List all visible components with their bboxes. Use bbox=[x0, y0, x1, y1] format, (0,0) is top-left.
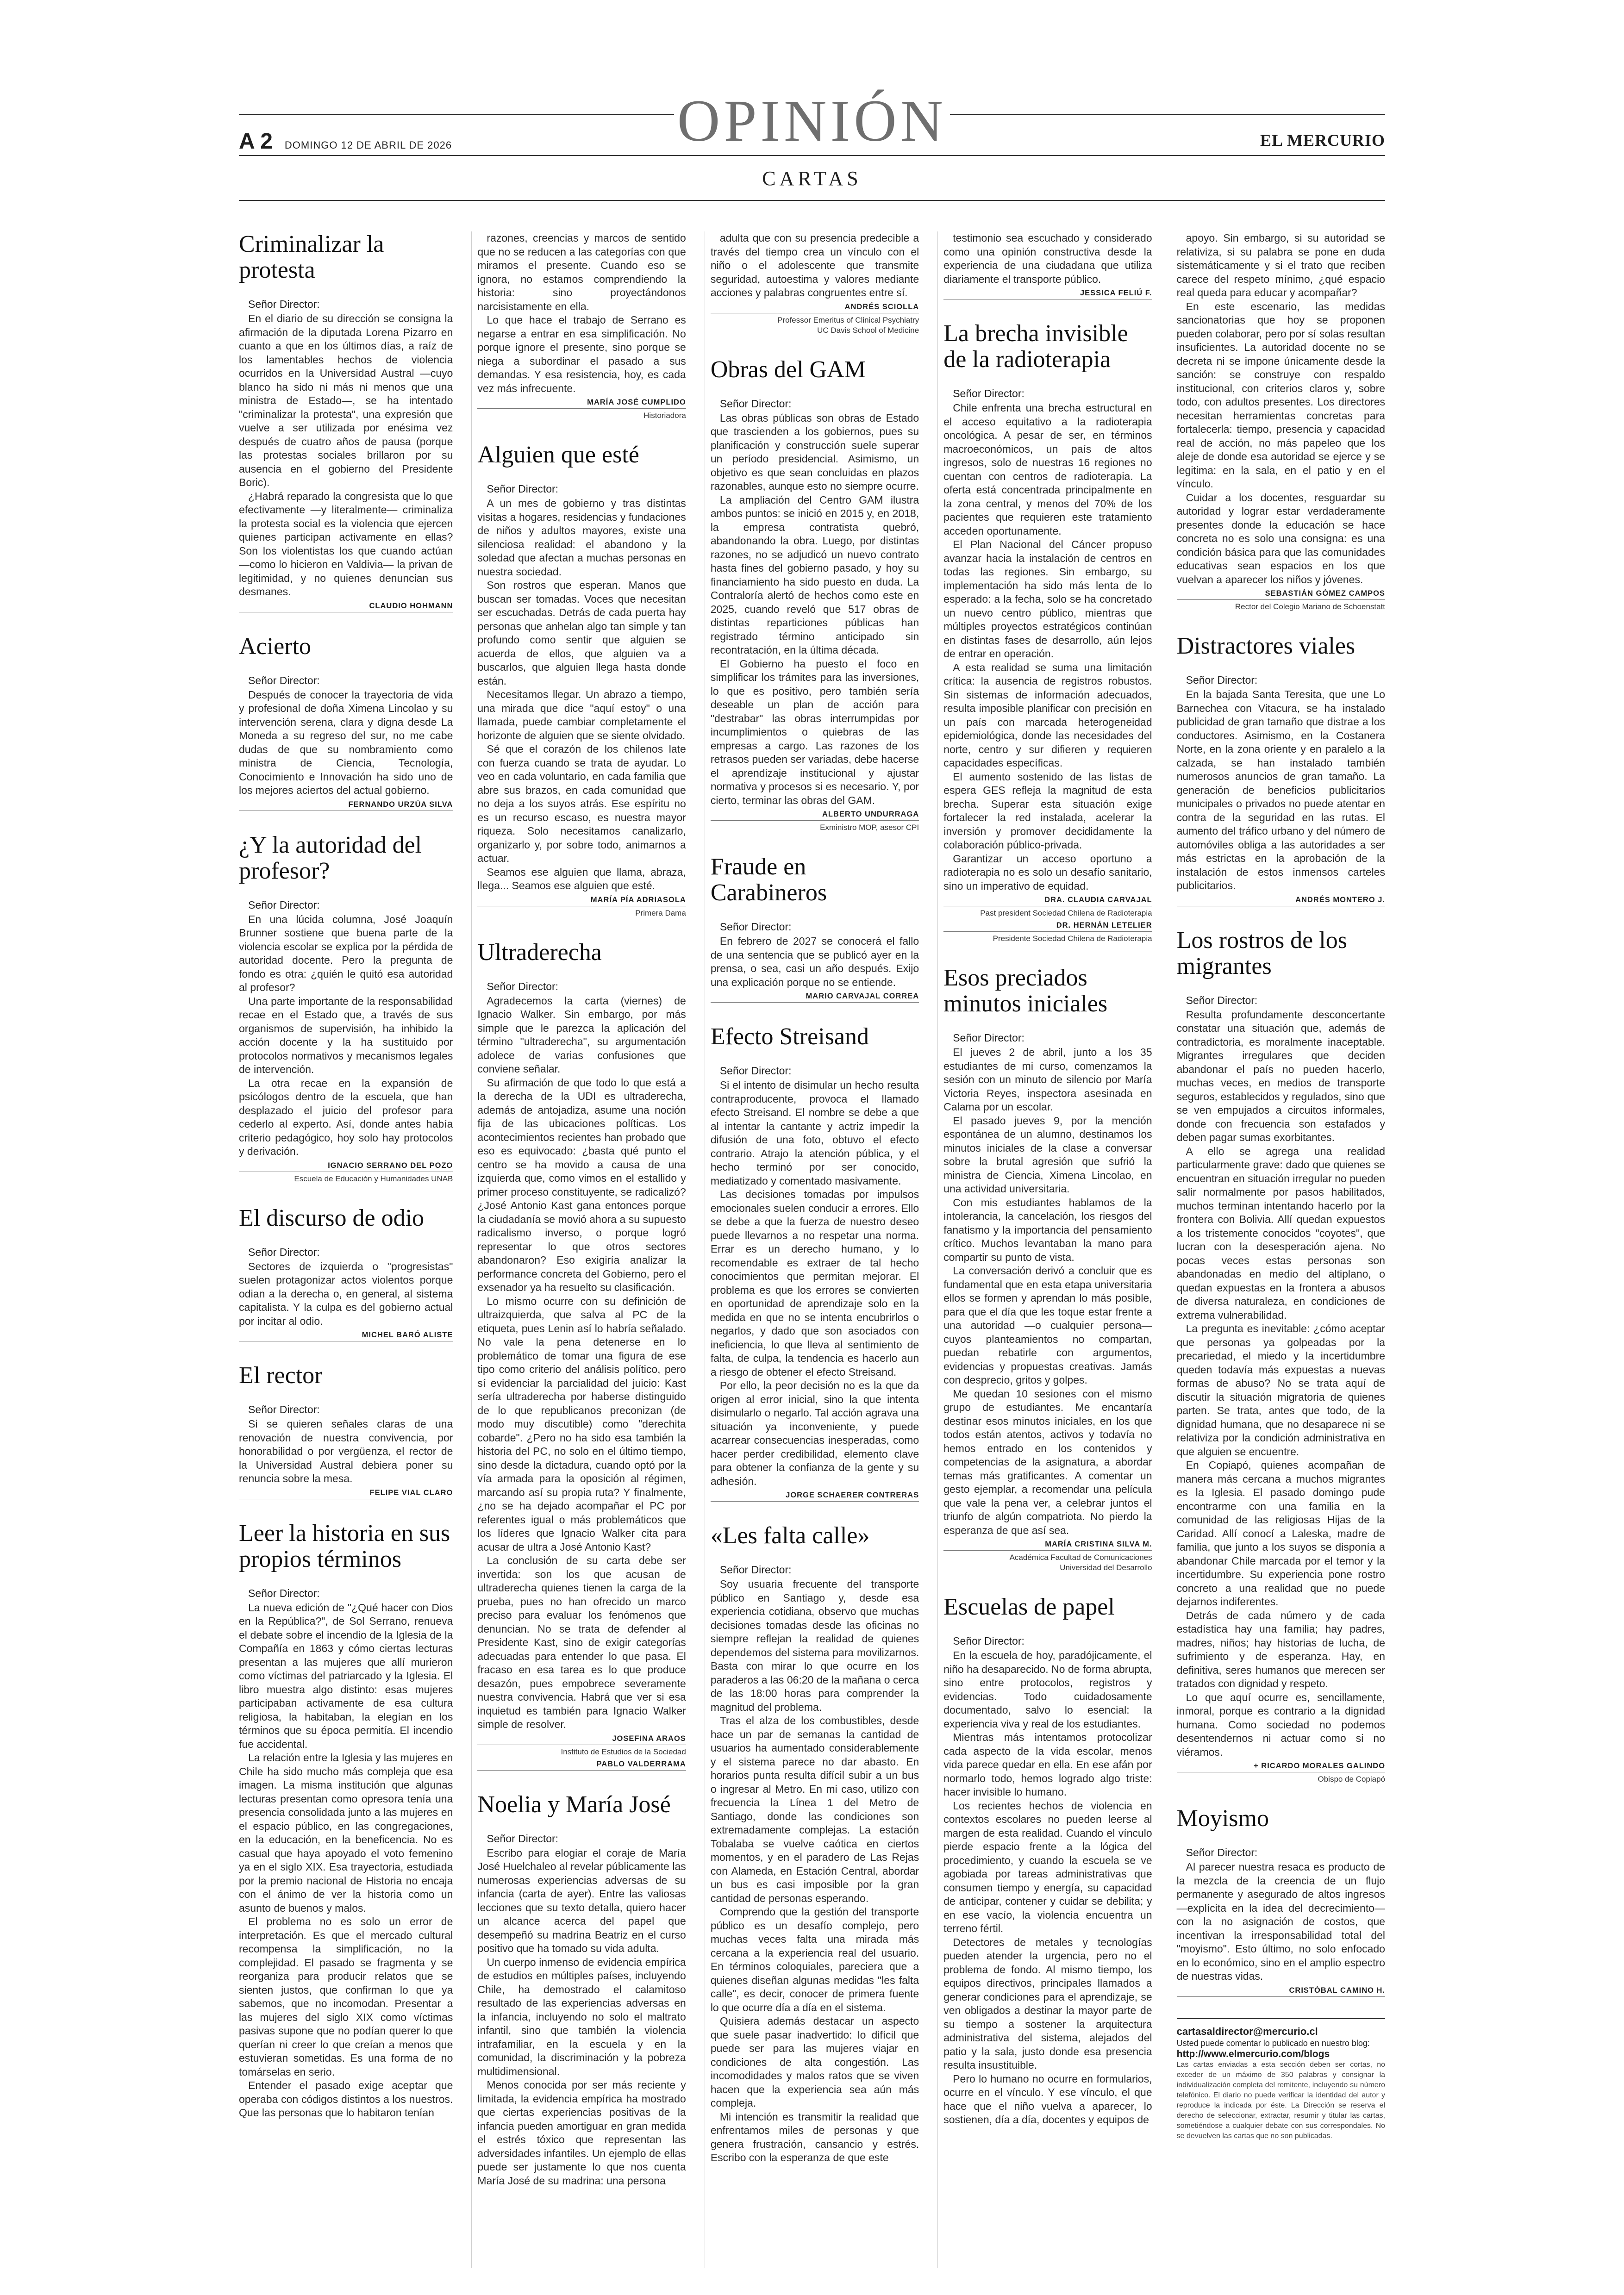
letter-signature: CLAUDIO HOHMANN bbox=[239, 602, 453, 612]
letter-paragraph: Su afirmación de que todo lo que está a la derecha de la UDI es ultraderecha, además de antojadiza, asume una noción fija de las ubicaciones políticas. Los acontecimientos recientes han probado que eso es equivocado: ¿basta qué punto el centro se ha movido a causa de una izquierda que, como vimos en el estallido y primer proceso constituyente, se radicalizó? ¿José Antonio Kast gana entonces porque la ciudadanía se movió ahora a su supuesto radicalismo inverso, o porque logró representar lo que otros sectores abandonaron? Eso exigiría analizar la performance concreta del Gobierno, pero el exsenador ya ha resuelto su clasificación. bbox=[477, 1076, 686, 1293]
letter bbox=[239, 1363, 453, 1499]
letter-paragraph: Comprendo que la gestión del transporte público es un desafío complejo, pero muchas veces falta una mirada más cercana a la experiencia real del usuario. En términos coloquiales, pareciera que a quienes diseñan algunas medidas "les falta calle", es decir, conocer de primera fuente lo que ocurre día a día en el sistema. bbox=[710, 1906, 919, 2014]
letter-title: Criminalizar la protesta bbox=[239, 231, 384, 283]
letter-paragraph: Soy usuaria frecuente del transporte público en Santiago y, desde esa experiencia cotidiana, observo que muchas decisiones tomadas desde las oficinas no siempre reflejan la realidad de quienes dependemos del sistema para movilizarnos. Basta con mirar lo que ocurre en los paraderos a las 06:20 de la mañana o cerca de las 18:00 horas para comprender la magnitud del problema. bbox=[710, 1578, 919, 1713]
letter-paragraph: Detrás de cada número y de cada estadística hay una familia; hay padres, madres, niños; hay historias de lucha, de sufrimiento y de esperanza. Hay, en definitiva, seres humanos que merecen ser tratados con dignidad y respeto. bbox=[1176, 1609, 1386, 1690]
letter-paragraph: La nueva edición de "¿Qué hacer con Dios en la República?", de Sol Serrano, renueva el debate sobre el incendio de la Iglesia de la Compañía en 1863 y cómo ciertas lecturas presentan a las mujeres que allí murieron como víctimas del patriarcado y la Iglesia. El libro muestra algo distinto: esas mujeres participaban activamente de esa cultura religiosa, la habitaban, la elegían en los términos que su época permitía. El incendio fue accidental. bbox=[239, 1601, 453, 1750]
letter-signature: MARÍA PÍA ADRIASOLA bbox=[477, 896, 686, 906]
letter-paragraph: Las decisiones tomadas por impulsos emocionales suelen conducir a errores. Ello se debe a que la fuerza de nuestro deseo puede llevarnos a no respetar una norma. Errar es un derecho humano, y lo recomendable es extraer de tal hecho conocimientos que permitan mejorar. El problema es que los errores se convierten en oportunidad de aprendizaje solo en la medida en que no se intenta encubrirlos o negarlos, y dado que son asociados con ineficiencia, lo que lleva al sentimiento de falta, de culpa, la tendencia es hacerlo aun a riesgo de obtener el efecto Streisand. bbox=[710, 1188, 919, 1378]
contact-email: cartasaldirector@mercurio.cl bbox=[1176, 2025, 1318, 2037]
letter-body bbox=[711, 412, 919, 808]
letter-title: Fraude en Carabineros bbox=[710, 854, 827, 906]
letter-role: Escuela de Educación y Humanidades UNAB bbox=[294, 1174, 453, 1183]
letter-body bbox=[477, 994, 686, 1732]
letter-role: Académica Facultad de Comunicaciones Universidad del Desarrollo bbox=[1009, 1553, 1152, 1572]
letter-salutation: Señor Director: bbox=[719, 397, 792, 410]
letter bbox=[477, 1792, 686, 2188]
letter-title: Esos preciados minutos iniciales bbox=[943, 965, 1108, 1017]
letter-paragraph: El problema no es solo un error de interpretación. Es que el mercado cultural recompensa la simplificación, no la complejidad. El pasado se fragmenta y se reorganiza para producir relatos que se sienten justos, que confirman lo que ya sabemos, que no incomodan. Presentar a las mujeres del siglo XIX como víctimas pasivas supone que no podían querer lo que querían ni creer lo que creían a menos que estuvieran sometidas. Es una forma de no tomárselas en serio. bbox=[239, 1915, 453, 2078]
letter bbox=[711, 231, 919, 336]
column-2 bbox=[471, 231, 686, 2268]
letter-paragraph: Sé que el corazón de los chilenos late con fuerza cuando se trata de ayudar. Lo veo en cada voluntario, en cada familia que abre sus brazos, en cada comunidad que no deja a los suyos atrás. Ese espíritu no es un recurso escaso, es nuestra mayor riqueza. Solo necesitamos canalizarlo, organizarlo y, por sobre todo, animarnos a actuar. bbox=[477, 743, 686, 864]
letter-paragraph: Si el intento de disimular un hecho resulta contraproducente, provoca el llamado efecto Streisand. El nombre se debe a que al intentar la cantante y actriz impedir la difusión de una foto, obtuvo el efecto contrario. Atrajo la atención pública, y el hecho terminó por ser conocido, mediatizado y comentado masivamente. bbox=[710, 1079, 919, 1187]
letter-signature-2: DR. HERNÁN LETELIER bbox=[943, 921, 1152, 932]
letter-paragraph: A un mes de gobierno y tras distintas visitas a hogares, residencias y fundaciones de niños y adultos mayores, existe una silenciosa realidad: el abandono y la soledad que afectan a muchas personas en nuestra sociedad. bbox=[477, 497, 686, 578]
letter-body bbox=[711, 231, 919, 300]
letter-title: Noelia y María José bbox=[477, 1791, 671, 1818]
letter-body bbox=[239, 1417, 453, 1486]
column-3 bbox=[705, 231, 919, 2268]
letter-body bbox=[1177, 688, 1385, 893]
letter-body bbox=[711, 1079, 919, 1488]
letter-signature: CRISTÓBAL CAMINO H. bbox=[1177, 1986, 1385, 1997]
letter bbox=[239, 1521, 453, 2120]
letter-role: Professor Emeritus of Clinical Psychiatry UC Davis School of Medicine bbox=[777, 315, 919, 335]
letter-paragraph: Por ello, la peor decisión no es la que da origen al error inicial, sino la que intenta disimularlo o negarlo. Tal acción agrava una situación ya inconveniente, y puede acarrear consecuencias inesperadas, como hacer perder credibilidad, elemento clave para obtener la confianza de la gente y su adhesión. bbox=[710, 1379, 919, 1487]
letter-paragraph: La conversación derivó a concluir que es fundamental que en esta etapa universitaria ellos se formen y aprendan lo más posible, para que el día que les toque estar frente a una autoridad —o cualquier persona— cuyos planteamientos no compartan, puedan rebatirle con argumentos, evidencias y propuestas creativas. Jamás con desprecio, gritos y golpes. bbox=[943, 1265, 1152, 1386]
letter-body bbox=[239, 913, 453, 1159]
letter-paragraph: En febrero de 2027 se conocerá el fallo de una sentencia que se publicó ayer en la prensa, o sea, casi un año después. Exijo una explicación porque no se entiende. bbox=[710, 935, 919, 988]
letter-body bbox=[239, 312, 453, 599]
letter-paragraph: Lo que aquí ocurre es, sencillamente, inmoral, porque es contrario a la dignidad humana. Como sociedad no podemos desentendernos ni actuar como si no viéramos. bbox=[1176, 1691, 1386, 1758]
letter-paragraph: adulta que con su presencia predecible a través del tiempo crea un vínculo con el niño o el adolescente que transmite seguridad, autoestima y valores mediante acciones y palabras congruentes entre sí. bbox=[710, 232, 919, 299]
letter bbox=[943, 231, 1152, 299]
subsection-title: CARTAS bbox=[762, 167, 862, 190]
letter-salutation: Señor Director: bbox=[487, 483, 559, 495]
letter-paragraph: Mientras más intentamos protocolizar cada aspecto de la vida escolar, menos vida parece quedar en ella. En ese afán por normarlo todo, hemos logrado algo triste: hacer invisible lo humano. bbox=[943, 1731, 1152, 1798]
letter-salutation: Señor Director: bbox=[953, 1635, 1024, 1647]
column-4 bbox=[937, 231, 1152, 2268]
letter-signature: FELIPE VIAL CLARO bbox=[239, 1489, 453, 1499]
letter-role: Historiadora bbox=[643, 411, 686, 420]
letter-paragraph: En el diario de su dirección se consigna la afirmación de la diputada Lorena Pizarro en cuanto a que en los últimos días, a raíz de los lamentables hechos de violencia ocurridos en la Universidad Austral —cuyo blanco ha sido ni más ni menos que una ministra de Estado—, se ha intentado "criminalizar la protesta", una expresión que vuelve a ser utilizada por enésima vez después de cuatro años de pausa (porque las protestas sociales brillaron por su ausencia en el gobierno del Presidente Boric). bbox=[239, 312, 453, 488]
letter-paragraph: Las obras públicas son obras de Estado que trascienden a los gobiernos, pues su planificación y construcción suele superar un período presidencial. Asimismo, un objetivo es que sean concluidas en plazos razonables, aunque esto no siempre ocurre. bbox=[710, 412, 919, 492]
letter bbox=[1177, 231, 1385, 612]
letter-salutation: Señor Director: bbox=[719, 921, 792, 933]
page-header bbox=[0, 0, 1624, 204]
letter-body bbox=[943, 1649, 1152, 2127]
letter-paragraph: A esta realidad se suma una limitación crítica: la ausencia de registros robustos. Sin sistemas de información adecuados, resulta imposible planificar con precisión en un país con marcada heterogeneidad epidemiológica, donde las necesidades del norte, centro y sur difieren y requieren capacidades específicas. bbox=[943, 661, 1152, 769]
letters-contact-box bbox=[1177, 2018, 1385, 2141]
letter-paragraph: Los recientes hechos de violencia en contextos escolares no pueden leerse al margen de esta realidad. Cuando el vínculo pierde espacio frente a la lógica del procedimiento, y cuando la escuela se ve agobiada por tareas administrativas que consumen tiempo y energía, su capacidad de anticipar, contener y cuidar se debilita; y en ese vacío, la violencia encuentra un terreno fértil. bbox=[943, 1799, 1152, 1934]
letter-signature: ANDRÉS MONTERO J. bbox=[1177, 896, 1385, 906]
letter-signature: ANDRÉS SCIOLLA bbox=[711, 303, 919, 313]
letter-paragraph: Resulta profundamente desconcertante constatar una situación que, además de contradictoria, es moralmente inaceptable. Migrantes irregulares que deciden abandonar el país no pueden hacerlo, muchas veces, en medios de transporte seguros, establecidos y regulados, sino que se ven empujados a circuitos informales, donde con frecuencia son estafados y deben pagar sumas exorbitantes. bbox=[1176, 1008, 1386, 1143]
letter-paragraph: Después de conocer la trayectoria de vida y profesional de doña Ximena Lincolao y su intervención serena, clara y digna desde La Moneda a su regreso del sur, no me cabe dudas de que su nombramiento como ministra de Ciencia, Tecnología, Conocimiento e Innovación ha sido uno de los mejores aciertos del actual gobierno. bbox=[239, 688, 453, 796]
letter-body bbox=[477, 1846, 686, 2188]
letter-body bbox=[943, 1046, 1152, 1537]
letter bbox=[711, 854, 919, 1003]
letter-paragraph: El jueves 2 de abril, junto a los 35 estudiantes de mi curso, comenzamos la sesión con un minuto de silencio por María Victoria Reyes, inspectora asesinada en Calama por un escolar. bbox=[943, 1046, 1152, 1113]
letter-paragraph: Entender el pasado exige aceptar que operaba con códigos distintos a los nuestros. Que las personas que lo habitaron tenían bbox=[239, 2079, 453, 2119]
letter bbox=[943, 321, 1152, 944]
letter-signature-2: PABLO VALDERRAMA bbox=[477, 1760, 686, 1771]
header-rule-bottom bbox=[239, 200, 1385, 201]
letter-paragraph: Cuidar a los docentes, resguardar su autoridad y lograr estar verdaderamente presentes donde la educación se hace concreta no es solo una consigna: es una condición básica para que las comunidades educativas sean espacios en los que vuelvan a aparecer los niños y jóvenes. bbox=[1176, 491, 1386, 586]
letter bbox=[711, 357, 919, 833]
letter-paragraph: En este escenario, las medidas sancionatorias que hoy se proponen pueden colaborar, pero por sí solas resultan insuficientes. La autoridad docente no se decreta ni se impone únicamente desde la sanción: se construye con respaldo institucional, con criterios claros y, sobre todo, con adultos presentes. Los directores necesitan herramientas concretas para fortalecerla: tiempo, presencia y capacidad real de acción, no más papeleo que los aleje de donde esa autoridad se ejerce y se legitima: en la sala, en el patio y en el vínculo. bbox=[1176, 300, 1386, 490]
letter-paragraph: Menos conocida por ser más reciente y limitada, la evidencia empírica ha mostrado que ciertas experiencias positivas de la infancia pueden amortiguar en gran medida el estrés tóxico que representan las adversidades infantiles. Un ejemplo de ellas puede ser justamente lo que nos cuenta María José de su madrina: una persona bbox=[477, 2079, 686, 2187]
letter bbox=[477, 940, 686, 1771]
letter-body bbox=[239, 688, 453, 798]
letter-title: La brecha invisible de la radioterapia bbox=[943, 320, 1128, 373]
page-number: A 2 bbox=[239, 129, 273, 154]
letter-paragraph: El Plan Nacional del Cáncer propuso avanzar hacia la instalación de centros en todas las regiones. Sin embargo, su implementación ha sido más lenta de lo esperado: a la fecha, solo se ha concretado un nuevo centro público, mientras que múltiples proyectos estratégicos continúan en distintas fases de desarrollo, aún lejos de entrar en operación. bbox=[943, 538, 1152, 660]
letter-title: Moyismo bbox=[1176, 1805, 1269, 1832]
letter-title: Escuelas de papel bbox=[943, 1594, 1115, 1620]
column-1 bbox=[239, 231, 453, 2268]
letter-body bbox=[711, 1578, 919, 2165]
letter bbox=[1177, 928, 1385, 1785]
letter-body bbox=[1177, 1008, 1385, 1759]
letter-paragraph: Un cuerpo inmenso de evidencia empírica de estudios en múltiples países, incluyendo Chile, ha demostrado el calamitoso resultado de las experiencias adversas en la infancia, incluyendo no solo el maltrato infantil, sino que también la violencia intrafamiliar, en la escuela y en la comunidad, la discriminación y la pobreza multidimensional. bbox=[477, 1956, 686, 2077]
letter-role: Primera Dama bbox=[635, 908, 686, 917]
letter-paragraph: Agradecemos la carta (viernes) de Ignacio Walker. Sin embargo, por más simple que le parezca la aplicación del término "ultraderecha", su argumentación adolece de varias confusiones que conviene señalar. bbox=[477, 994, 686, 1075]
letter-signature: MARÍA CRISTINA SILVA M. bbox=[943, 1540, 1152, 1551]
letters-columns bbox=[239, 231, 1385, 2268]
letter-role: Obispo de Copiapó bbox=[1318, 1775, 1386, 1784]
letter bbox=[1177, 633, 1385, 906]
letter-paragraph: Lo que hace el trabajo de Serrano es negarse a entrar en esa simplificación. No porque ignore el presente, sino porque se niega a subordinar el pasado a sus demandas. Y esa resistencia, hoy, es cada vez más infrecuente. bbox=[477, 314, 686, 394]
letter bbox=[477, 442, 686, 918]
letter-paragraph: Con mis estudiantes hablamos de la intolerancia, la cancelación, los riesgos del fanatismo y la importancia del pensamiento crítico. Muchos levantaban la mano para compartir su punto de vista. bbox=[943, 1196, 1152, 1263]
letter-paragraph: La otra recae en la expansión de psicólogos dentro de la escuela, que han desplazado el juicio del profesor para cederlo al experto. Así, donde antes había criterio pedagógico, hoy solo hay protocolos y derivación. bbox=[239, 1077, 453, 1157]
letter-signature: ALBERTO UNDURRAGA bbox=[711, 810, 919, 821]
letter-body bbox=[239, 1601, 453, 2120]
blog-prompt: Usted puede comentar lo publicado en nuestro blog: bbox=[1176, 2038, 1370, 2048]
letter bbox=[239, 832, 453, 1184]
letter-signature: SEBASTIÁN GÓMEZ CAMPOS bbox=[1177, 589, 1385, 600]
letter-title: Efecto Streisand bbox=[710, 1023, 869, 1050]
letter-title: El discurso de odio bbox=[239, 1204, 425, 1231]
letter-salutation: Señor Director: bbox=[719, 1564, 792, 1576]
letter-paragraph: La conclusión de su carta debe ser invertida: son los que acusan de ultraderecha quienes tienen la carga de la prueba, pues no han ofrecido un marco preciso para evaluar los fenómenos que denuncian. No se trata de defender al Presidente Kast, sino de exigir categorías adecuadas para entender lo que pasa. El fracaso en esa tarea es lo que produce desazón, pues empobrece severamente nuestra convivencia. Habrá que ver si esa inquietud es también para Ignacio Walker simple de resolver. bbox=[477, 1554, 686, 1730]
letter-signature: JORGE SCHAERER CONTRERAS bbox=[711, 1491, 919, 1502]
letter-role: Instituto de Estudios de la Sociedad bbox=[561, 1747, 686, 1756]
letter-paragraph: Quisiera además destacar un aspecto que suele pasar inadvertido: lo difícil que puede ser para las mujeres viajar en condiciones de alta congestión. Las incomodidades y malos ratos que se viven hacen que la experiencia sea aún más compleja. bbox=[710, 2015, 919, 2109]
letter-paragraph: Me quedan 10 sesiones con el mismo grupo de estudiantes. Me encantaría destinar esos minutos iniciales, en los que todos están atentos, activos y todavía no hemos entrado en los contenidos y competencias de la asignatura, a abordar temas más gratificantes. A comentar un gesto ejemplar, a recomendar una película que vale la pena ver, a celebrar juntos el triunfo de algún compatriota. No pierdo la esperanza de que así sea. bbox=[943, 1387, 1152, 1536]
letter bbox=[943, 965, 1152, 1573]
letter-paragraph: En la bajada Santa Teresita, que une Lo Barnechea con Vitacura, se ha instalado publicidad de gran tamaño que distrae a los conductores. Asimismo, en la Costanera Norte, en la zona oriente y en paralelo a la calzada, se han instalado también numerosos anuncios de gran tamaño. La generación de beneficios publicitarios municipales o privados no puede atentar en contra de la seguridad en las rutas. El aumento del tráfico urbano y del número de automóviles obliga a las autoridades a ser más estrictas en la aprobación de la instalación de estos inmensos carteles publicitarios. bbox=[1176, 688, 1386, 892]
letter-paragraph: La relación entre la Iglesia y las mujeres en Chile ha sido mucho más compleja que esa imagen. La misma institución que algunas lecturas presentan como opresora tenía una presencia consolidada junto a las mujeres en el espacio público, en las congregaciones, en la educación, en la beneficencia. No es casual que haya apoyado el voto femenino ya en el siglo XIX. Esa trayectoria, estudiada por la premio nacional de Historia no encaja con el ánimo de ver la historia como un asunto de buenos y malos. bbox=[239, 1752, 453, 1914]
letter-paragraph: Son rostros que esperan. Manos que buscan ser tomadas. Voces que necesitan ser escuchadas. Detrás de cada puerta hay personas que anhelan algo tan simple y tan profundo como sentir que alguien se acuerda de ellos, que alguien va a buscarlos, que alguien llega hasta donde están. bbox=[477, 579, 686, 687]
letter-signature: MARIO CARVAJAL CORREA bbox=[711, 992, 919, 1003]
blog-link[interactable]: http://www.elmercurio.com/blogs bbox=[1176, 2048, 1330, 2059]
letter bbox=[943, 1594, 1152, 2127]
header-rule bbox=[239, 155, 1385, 156]
letter bbox=[239, 634, 453, 811]
letter bbox=[239, 231, 453, 612]
issue-date: DOMINGO 12 DE ABRIL DE 2026 bbox=[284, 139, 452, 151]
letter-role: Rector del Colegio Mariano de Schoenstatt bbox=[1235, 602, 1386, 611]
letter-paragraph: Mi intención es transmitir la realidad que enfrentamos miles de personas y que genera frustración, cansancio y estrés. Escribo con la esperanza de que este bbox=[710, 2110, 919, 2164]
letter-paragraph: Si se quieren señales claras de una renovación de nuestra convivencia, por honorabilidad o por vergüenza, el rector de la Universidad Austral debiera poner su renuncia sobre la mesa. bbox=[239, 1418, 453, 1484]
letter bbox=[239, 1205, 453, 1342]
letter-role: Exministro MOP, asesor CPI bbox=[820, 823, 919, 832]
letter-salutation: Señor Director: bbox=[953, 387, 1024, 399]
letter-salutation: Señor Director: bbox=[487, 980, 559, 992]
letter-salutation: Señor Director: bbox=[1186, 674, 1258, 686]
letter-body bbox=[1177, 231, 1385, 586]
letter-signature: MICHEL BARÓ ALISTE bbox=[239, 1331, 453, 1341]
letter-paragraph: Garantizar un acceso oportuno a radioterapia no es solo un desafío sanitario, sino un imperativo de equidad. bbox=[943, 852, 1152, 892]
letter-body bbox=[477, 231, 686, 395]
letter-paragraph: A ello se agrega una realidad particularmente grave: dado que quienes se encuentran en situación irregular no pueden salir normalmente por pasos habilitados, muchos terminan intentando hacerlo por la frontera con Bolivia. Allí quedan expuestos a los tristemente conocidos "coyotes", que lucran con la desesperación ajena. No pocas veces estas personas son abandonadas en medio del altiplano, o quedan expuestas en la frontera a abusos de diversa naturaleza, en condiciones de extrema vulnerabilidad. bbox=[1176, 1145, 1386, 1321]
letter-body bbox=[477, 497, 686, 893]
letter-salutation: Señor Director: bbox=[248, 1403, 320, 1416]
letter bbox=[477, 231, 686, 421]
letter-salutation: Señor Director: bbox=[248, 898, 320, 911]
letter-title: «Les falta calle» bbox=[710, 1522, 870, 1549]
letter-title: Los rostros de los migrantes bbox=[1176, 927, 1347, 979]
letter-salutation: Señor Director: bbox=[248, 1587, 320, 1599]
letter-title: Alguien que esté bbox=[477, 442, 639, 468]
letter-body bbox=[239, 1260, 453, 1328]
letter-title: Obras del GAM bbox=[710, 356, 866, 383]
letter-title: Acierto bbox=[239, 633, 311, 660]
letter-paragraph: La pregunta es inevitable: ¿cómo aceptar que personas ya golpeadas por la precariedad, el miedo y la incertidumbre queden todavía más expuestas a nuevas formas de abuso? No se trata aquí de discutir la situación migratoria de quienes parten. Se trata, antes que todo, de la dignidad humana, que no desaparece ni se relativiza por la condición administrativa en que alguien se encuentre. bbox=[1176, 1322, 1386, 1458]
letter-title: Leer la historia en sus propios términos bbox=[239, 1520, 450, 1572]
letter-body bbox=[711, 935, 919, 989]
letter-salutation: Señor Director: bbox=[1186, 994, 1258, 1006]
letter-salutation: Señor Director: bbox=[719, 1065, 792, 1077]
letter-paragraph: Chile enfrenta una brecha estructural en el acceso equitativo a la radioterapia oncológica. A pesar de ser, en términos macroeconómicos, un país de altos ingresos, solo de nuestras 16 regiones no cuentan con centros de radioterapia. La oferta está concentrada principalmente en la zona central, y menos del 70% de los pacientes que requieren este tratamiento acceden oportunamente. bbox=[943, 402, 1152, 537]
letter bbox=[711, 1024, 919, 1502]
column-5 bbox=[1171, 231, 1385, 2268]
letter-paragraph: El pasado jueves 9, por la mención espontánea de un alumno, destinamos los minutos iniciales de la clase a conversar sobre la brutal agresión que sufrió la ministra de Ciencia, Ximena Lincolao, en una actividad universitaria. bbox=[943, 1114, 1152, 1195]
letter-paragraph: Escribo para elogiar el coraje de María José Huelchaleo al revelar públicamente las numerosas experiencias adversas de su infancia (carta de ayer). Entre las valiosas lecciones que su texto detalla, quiero hacer un alcance acerca del papel que desempeñó su madrina Beatriz en el curso positivo que ha tomado su vida adulta. bbox=[477, 1846, 686, 1954]
letter-body bbox=[943, 231, 1152, 286]
letter-paragraph: La ampliación del Centro GAM ilustra ambos puntos: se inició en 2015 y, en 2018, la empresa contratista quebró, abandonando la obra. Luego, por distintas razones, no se adjudicó un nuevo contrato hasta fines del gobierno pasado, y hoy su financiamiento ha sido puesto en duda. La Contraloría alertó de hechos como este en 2025, cuando reveló que 517 obras de distintas reparticiones públicas han registrado término anticipado sin recontratación, en la última década. bbox=[710, 493, 919, 656]
letter-paragraph: En una lúcida columna, José Joaquín Brunner sostiene que buena parte de la violencia escolar se explica por la pérdida de autoridad docente. Pero la pregunta de fondo es otra: ¿quién le quitó esa autoridad al profesor? bbox=[239, 913, 453, 993]
letter-signature: MARÍA JOSÉ CUMPLIDO bbox=[477, 398, 686, 409]
letter-paragraph: Tras el alza de los combustibles, desde hace un par de semanas la cantidad de usuarios ha aumentado considerablemente y el sistema parece no dar abasto. En horarios punta resulta difícil subir a un bus o ingresar al Metro. En mi caso, utilizo con frecuencia la Línea 1 del Metro de Santiago, donde las condiciones son extremadamente complejas. La estación Tobalaba se vuelve caótica en ciertos momentos, y en el paradero de Las Rejas con Alameda, en Estación Central, abordar un bus es casi imposible por la gran cantidad de personas esperando. bbox=[710, 1715, 919, 1904]
letter-role: Past president Sociedad Chilena de Radioterapia bbox=[980, 909, 1152, 917]
letter-salutation: Señor Director: bbox=[487, 1832, 559, 1845]
letter bbox=[1177, 1806, 1385, 1997]
letter-title: Ultraderecha bbox=[477, 939, 602, 966]
letter-paragraph: Una parte importante de la responsabilidad recae en el Estado que, a través de sus organismos de supervisión, ha inhibido la acción docente y la ha sustituido por protocolos normativos y mecanismos legales de intervención. bbox=[239, 995, 453, 1075]
letter-paragraph: Lo mismo ocurre con su definición de ultraizquierda, que salva al PC de la etiqueta, pues Lenin así lo habría señalado. No vale la pena detenerse en lo problemático de tomar una figura de ese tipo como criterio del análisis político, pero sí evidenciar la parcialidad del juicio: Kast sería ultraderecha por haberse distinguido de lo que republicanos preconizan (de modo muy discutible) como "derechita cobarde". ¿Pero no ha sido esa también la historia del PC, no solo en el último tiempo, sino desde la dictadura, cuando optó por la vía armada para la oposición al régimen, marcando así su propia ruta? Y finalmente, ¿no se ha dejado acompañar el PC por referentes igual o más problemáticos que los líderes que Ignacio Walker cita para acusar de ultra a José Antonio Kast? bbox=[477, 1295, 686, 1553]
letter-title: El rector bbox=[239, 1362, 323, 1389]
letter-salutation: Señor Director: bbox=[248, 1246, 320, 1258]
letter bbox=[711, 1523, 919, 2165]
letter-salutation: Señor Director: bbox=[248, 674, 320, 686]
letter-paragraph: razones, creencias y marcos de sentido que no se reducen a las categorías con que miramos el presente. Cuando eso se ignora, no estamos comprendiendo la historia: sino proyectándonos narcisistamente en ella. bbox=[477, 232, 686, 312]
letter-salutation: Señor Director: bbox=[248, 298, 320, 310]
letter-paragraph: Al parecer nuestra resaca es producto de la mezcla de la creencia de un flujo permanente y asegurado de altos ingresos —explícita en la idea del decrecimiento— con la no asignación de costos, que incentivan la irresponsabilidad total del "moyismo". Esto último, no solo enfocado en lo económico, sino en el amplio espectro de nuestras vidas. bbox=[1176, 1861, 1386, 1982]
newspaper-brand: EL MERCURIO bbox=[1260, 131, 1385, 150]
letter-paragraph: Necesitamos llegar. Un abrazo a tiempo, una mirada que dice "aquí estoy" o una llamada, puede cambiar completamente el horizonte de alguien que se siente olvidado. bbox=[477, 688, 686, 742]
letter-signature: + RICARDO MORALES GALINDO bbox=[1177, 1762, 1385, 1772]
letter-title: Distractores viales bbox=[1176, 633, 1355, 659]
letter-signature: DRA. CLAUDIA CARVAJAL bbox=[943, 896, 1152, 906]
letter-paragraph: Sectores de izquierda o "progresistas" suelen protagonizar actos violentos porque odian a la derecha o, en general, al sistema capitalista. Y la culpa es del gobierno actual por incitar al odio. bbox=[239, 1260, 453, 1327]
letter-paragraph: testimonio sea escuchado y considerado como una opinión constructiva desde la experiencia de una ciudadana que utiliza diariamente el transporte público. bbox=[943, 232, 1152, 285]
letter-paragraph: Seamos ese alguien que llama, abraza, llega... Seamos ese alguien que esté. bbox=[477, 866, 686, 892]
letter-paragraph: En la escuela de hoy, paradójicamente, el niño ha desaparecido. No de forma abrupta, sino entre protocolos, registros y evidencias. Todo cuidadosamente documentado, salvo lo esencial: la experiencia viva y real de los estudiantes. bbox=[943, 1649, 1152, 1730]
section-title: OPINIÓN bbox=[677, 88, 947, 154]
letter-body bbox=[943, 401, 1152, 893]
letter-paragraph: ¿Habrá reparado la congresista que lo que efectivamente —y literalmente— criminaliza la protesta social es la violencia que ejercen quienes participan activamente en ellas? Son los violentistas los que cuando actúan —como lo hicieron en Valdivia— la privan de legitimidad, y no quienes denuncian sus desmanes. bbox=[239, 490, 453, 598]
letter-salutation: Señor Director: bbox=[1186, 1846, 1258, 1858]
letter-paragraph: En Copiapó, quienes acompañan de manera más cercana a muchos migrantes es la Iglesia. El pasado domingo pude encontrarme con una familia en la comunidad de las religiosas Hijas de la Caridad. Allí conocí a Laleska, madre de familia, que junto a los suyos se disponía a abandonar Chile marcada por el temor y la incertidumbre. Su experiencia pone rostro concreto a una realidad que no puede dejarnos indiferentes. bbox=[1176, 1459, 1386, 1608]
letter-body bbox=[1177, 1860, 1385, 1983]
letter-paragraph: Pero lo humano no ocurre en formularios, ocurre en el vínculo. Y ese vínculo, el que hace que el niño vuelva a aparecer, lo sostienen, día a día, docentes y equipos de bbox=[943, 2072, 1152, 2126]
submission-notice: Las cartas enviadas a esta sección deben ser cortas, no exceder de un máximo de 350 palabras y consignar la individualización completa del remitente, incluyendo su número telefónico. El diario no puede verificar la identidad del autor y reproduce la indicada por éste. La Dirección se reserva el derecho de seleccionar, extractar, resumir y titular las cartas, sometiéndose a cualquier debate con sus correspondales. No se devuelven las cartas que no son publicadas. bbox=[1176, 2060, 1386, 2140]
letter-salutation: Señor Director: bbox=[953, 1032, 1024, 1044]
letter-paragraph: Detectores de metales y tecnologías pueden atender la urgencia, pero no el problema de fondo. Al mismo tiempo, los equipos directivos, principales llamados a generar condiciones para el aprendizaje, se ven obligados a destinar la mayor parte de su tiempo a sostener la arquitectura administrativa del sistema, alejados del patio y la sala, justo donde esa presencia resulta insustituible. bbox=[943, 1936, 1152, 2071]
letter-title: ¿Y la autoridad del profesor? bbox=[239, 831, 422, 884]
letter-signature: FERNANDO URZÚA SILVA bbox=[239, 800, 453, 811]
letter-signature: IGNACIO SERRANO DEL POZO bbox=[239, 1161, 453, 1172]
letter-paragraph: El aumento sostenido de las listas de espera GES refleja la magnitud de esta brecha. Superar esta situación exige fortalecer la red instalada, acelerar la inversión y promover decididamente la colaboración público-privada. bbox=[943, 770, 1152, 851]
letter-signature: JESSICA FELIÚ F. bbox=[943, 289, 1152, 299]
letter-paragraph: El Gobierno ha puesto el foco en simplificar los trámites para las inversiones, lo que es positivo, pero también sería deseable un plan de acción para "destrabar" las obras interrumpidas por incumplimientos o quiebras de las empresas a cargo. Las razones de los retrasos pueden ser variadas, debe hacerse el aprendizaje institucional y ajustar normativa y procesos si es necesario. Y, por cierto, terminar las obras del GAM. bbox=[710, 657, 919, 806]
letter-signature: JOSEFINA ARAOS bbox=[477, 1734, 686, 1745]
letter-role-2: Presidente Sociedad Chilena de Radioterapia bbox=[993, 934, 1152, 943]
letter-paragraph: apoyo. Sin embargo, si su autoridad se relativiza, si su palabra se pone en duda sistemáticamente y si el trato que reciben carece del respeto mínimo, ¿qué espacio real queda para educar y acompañar? bbox=[1176, 232, 1386, 299]
